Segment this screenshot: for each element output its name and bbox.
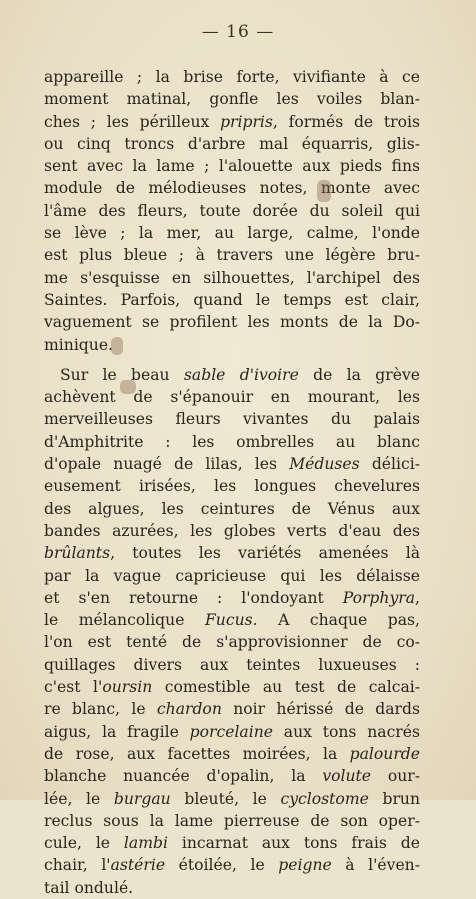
text-run: c'est l' [44,678,103,697]
text-run: aux tons nacrés [273,722,420,741]
text-run: A chaque pas, [257,611,420,630]
text-run: le mélancolique [44,611,205,630]
ink-smudge [317,180,331,202]
paragraph [44,66,420,356]
text-run: se lève ; la mer, au large, calme, l'onde [44,224,420,243]
text-run: par la vague capricieuse qui les délaisse [44,566,420,585]
text-line [44,431,420,453]
italic-term: sable d'ivoire [183,365,299,384]
text-run: Saintes. Parfois, quand le temps est clair, [44,290,420,309]
text-line [44,788,420,810]
text-line [44,609,420,631]
text-run: reclus sous la lame pierreuse de son oper- [44,811,420,830]
italic-term: burgau [113,789,171,808]
text-line [44,408,420,430]
text-run: bandes azurées, les globes verts d'eau des [44,521,420,540]
text-run: d'Amphitrite : les ombrelles au blanc [44,432,420,451]
page-number: — 16 — [201,22,275,42]
text-line [44,177,420,199]
italic-term: porcelaine [189,722,273,741]
text-run: des algues, les ceintures de Vénus aux [44,499,420,518]
italic-term: cyclostome [280,789,369,808]
italic-term: Fucus. [204,611,258,630]
text-run: re blanc, le [44,700,157,719]
text-line [44,453,420,475]
text-line [44,765,420,787]
text-run: incarnat aux tons frais de [167,834,421,853]
text-run: Sur le beau [60,365,184,384]
text-line [44,498,420,520]
italic-term: peigne [278,856,332,875]
text-line [44,542,420,564]
text-line [44,810,420,832]
text-run: merveilleuses fleurs vivantes du palais [44,410,420,429]
text-run: tail ondulé. [44,878,134,897]
italic-term: oursin [102,678,153,697]
text-run: blanche nuancée d'opalin, la [44,767,323,786]
text-run: noir hérissé de dards [221,700,420,719]
text-run: our- [371,767,420,786]
text-run: moment matinal, gonfle les voiles blan- [44,90,420,109]
text-run: sent avec la lame ; l'alouette aux pieds fins [44,157,420,176]
text-line [44,386,420,408]
text-line [44,222,420,244]
italic-term: lambi [123,834,168,853]
text-line [44,311,420,333]
body-text [44,66,420,899]
text-run: de la grève [298,365,420,384]
text-run: bleuté, le [170,789,281,808]
text-run: ou cinq troncs d'arbre mal équarris, glis- [44,134,420,153]
text-line [44,520,420,542]
text-line [44,200,420,222]
text-line [44,267,420,289]
text-line [44,565,420,587]
text-line [44,289,420,311]
text-line [44,698,420,720]
text-line [44,364,420,386]
text-run: cule, le [44,834,124,853]
italic-term: astérie [110,856,166,875]
text-run: , [415,588,420,607]
text-run: de rose, aux facettes moirées, la [44,744,350,763]
italic-term: palourde [349,744,420,763]
paragraph [44,364,420,899]
text-line [44,743,420,765]
text-line [44,654,420,676]
text-run: délici- [359,455,420,474]
text-line [44,88,420,110]
text-line [44,721,420,743]
text-line [44,133,420,155]
text-run: , formés de trois [272,112,420,131]
italic-term: Méduses [289,455,360,474]
text-line [44,676,420,698]
text-line [44,587,420,609]
text-run: lée, le [44,789,114,808]
ink-smudge [120,380,136,394]
text-run: minique. [44,335,114,354]
text-run: étoilée, le [165,856,279,875]
text-line [44,66,420,88]
text-run: d'opale nuagé de lilas, les [44,455,290,474]
text-run: appareille ; la brise forte, vivifiante à ce [44,68,420,86]
text-run: l'âme des fleurs, toute dorée du soleil qui [44,201,420,220]
text-run: brun [368,789,421,808]
text-line [44,877,420,899]
text-run: quillages divers aux teintes luxueuses : [44,655,420,674]
text-run: eusement irisées, les longues chevelures [44,477,420,496]
ink-smudge [111,337,123,355]
italic-term: brûlants [44,544,111,563]
text-run: vaguement se profilent les monts de la Do- [44,313,420,332]
text-line [44,155,420,177]
text-run: , toutes les variétés amenées là [110,544,420,563]
text-run: aigus, la fragile [44,722,190,741]
italic-term: chardon [156,700,222,719]
text-run: est plus bleue ; à travers une légère bru- [44,246,420,265]
text-line [44,854,420,876]
text-line [44,832,420,854]
text-run: comestible au test de calcai- [152,678,421,697]
text-run: ches ; les périlleux [44,112,221,131]
text-run: l'on est tenté de s'approvisionner de co- [44,633,420,652]
text-run: et s'en retourne : l'ondoyant [44,588,343,607]
text-run: me s'esquisse en silhouettes, l'archipel des [44,268,420,287]
italic-term: pripris [220,112,273,131]
text-run: à l'éven- [331,856,420,875]
text-line [44,244,420,266]
text-line [44,334,420,356]
italic-term: volute [322,767,372,786]
italic-term: Porphyra [342,588,416,607]
text-run: chair, l' [44,856,111,875]
text-run: achèvent de s'épanouir en mourant, les [44,388,420,407]
text-run: module de mélodieuses notes, monte avec [44,179,420,198]
text-line [44,631,420,653]
text-line [44,111,420,133]
text-line [44,475,420,497]
